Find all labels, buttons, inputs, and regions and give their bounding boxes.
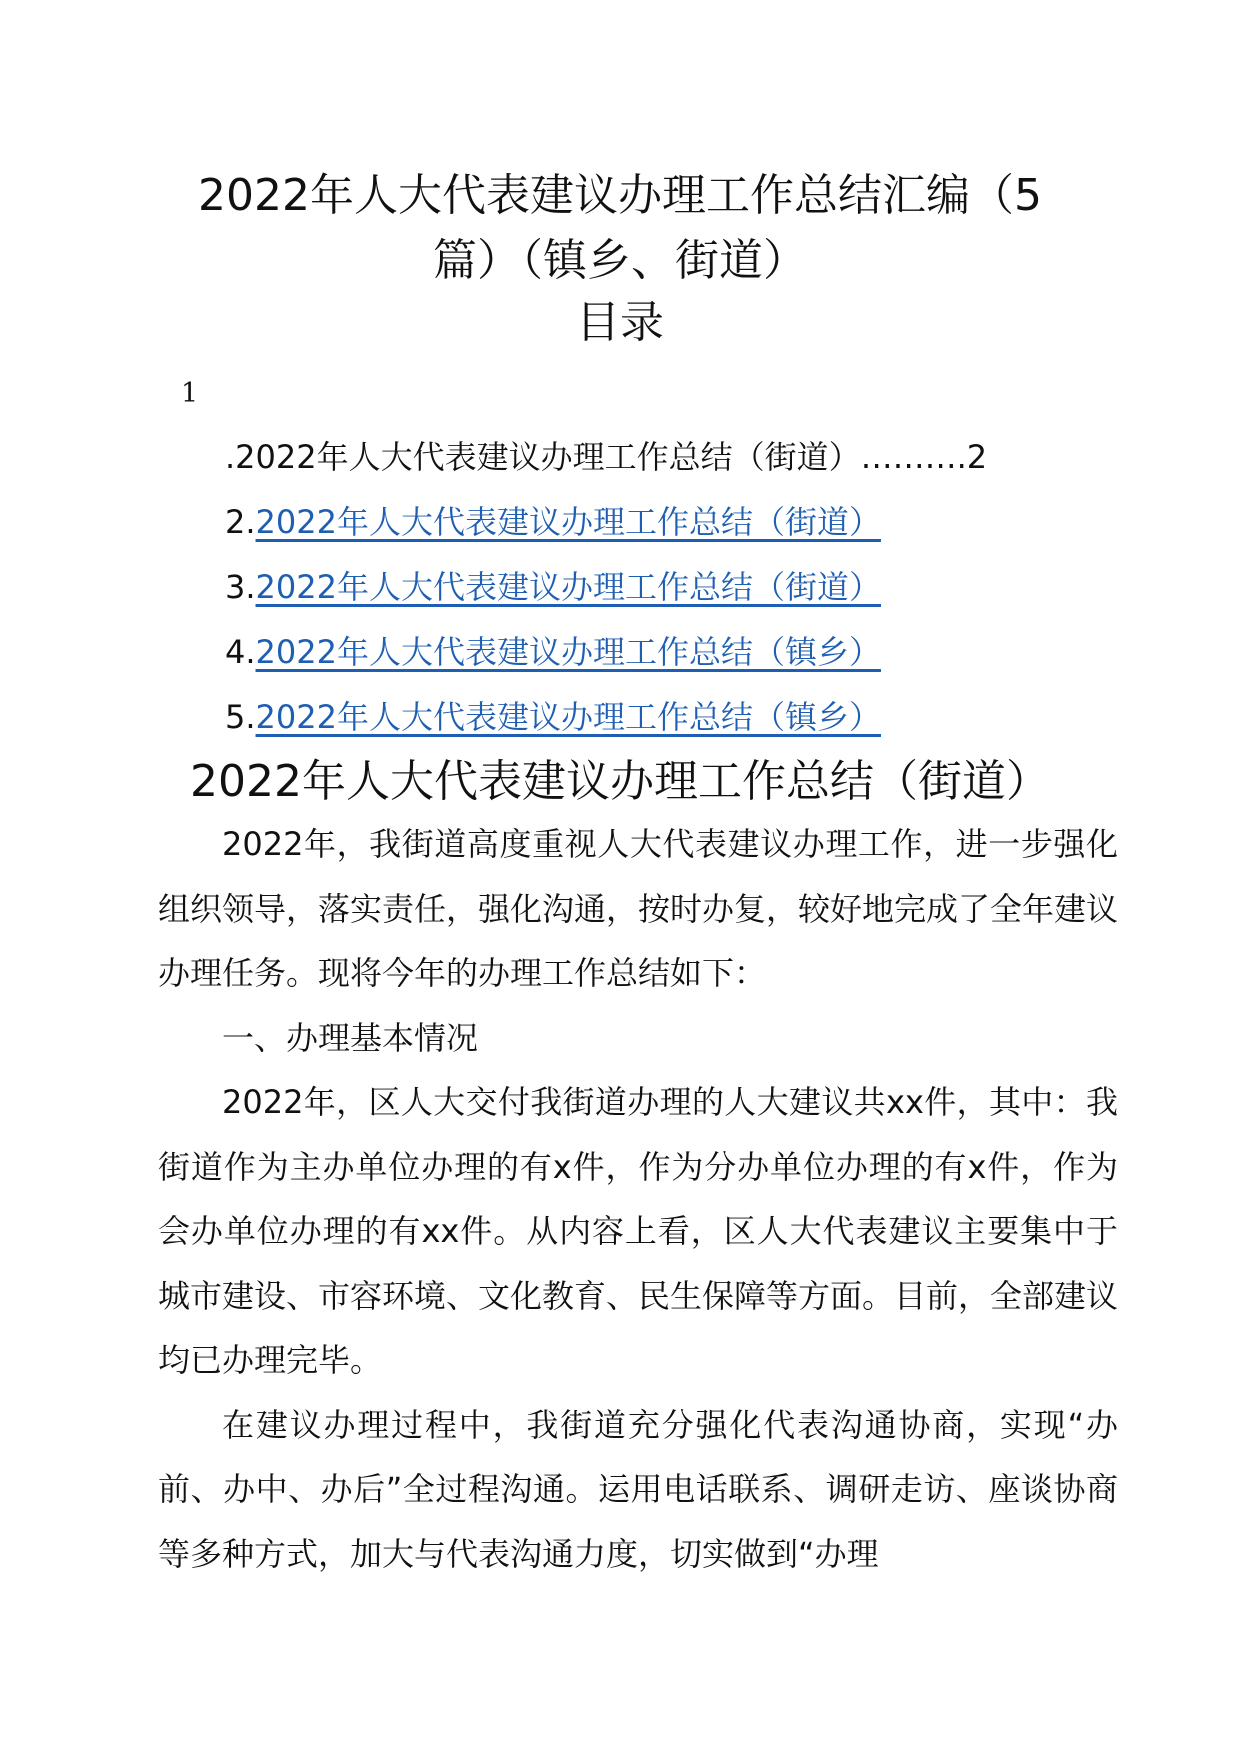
toc-link-4[interactable]: 2022年人大代表建议办理工作总结（镇乡） [255, 633, 881, 671]
paragraph-communication: 在建议办理过程中，我街道充分强化代表沟通协商，实现“办前、办中、办后”全过程沟通。运用电话联系、调研走访、座谈协商等多种方式，加大与代表沟通力度，切实做到“办理 [158, 1405, 1118, 1573]
section-body [158, 812, 1118, 1586]
toc-item-1-text: .2022年人大代表建议办理工作总结（街道）……….2 [225, 438, 988, 476]
toc-item-2-number: 2. [225, 503, 256, 541]
paragraph-intro: 2022年，我街道高度重视人大代表建议办理工作，进一步强化组织领导，落实责任，强化沟通，按时办复，较好地完成了全年建议办理任务。现将今年的办理工作总结如下： [158, 825, 1119, 992]
toc-item-5 [225, 695, 987, 760]
paragraph-basic-situation: 2022年，区人大交付我街道办理的人大建议共xx件，其中：我街道作为主办单位办理的有x件，作为分办单位办理的有x件，作为会办单位办理的有xx件。从内容上看，区人大代表建议主要集中于城市建设、市容环境、文化教育、民生保障等方面。目前，全部建议均已办理完毕。 [158, 1083, 1119, 1379]
toc-link-3[interactable]: 2022年人大代表建议办理工作总结（街道） [255, 568, 881, 606]
document-title-line-1: 2022年人大代表建议办理工作总结汇编（5 [198, 170, 1042, 221]
toc-item-4-number: 4. [225, 633, 256, 671]
toc-item-3-number: 3. [225, 568, 256, 606]
toc-item-3 [225, 565, 987, 630]
section-title: 2022年人大代表建议办理工作总结（街道） [190, 756, 1050, 807]
toc-heading: 目录 [576, 297, 664, 348]
document-title-line-2: 篇）（镇乡、街道） [433, 235, 807, 286]
toc-item-4 [225, 630, 987, 695]
toc-number: 1 [181, 378, 199, 409]
toc-link-5[interactable]: 2022年人大代表建议办理工作总结（镇乡） [255, 698, 881, 736]
subheading-basic-situation: 一、办理基本情况 [222, 1018, 479, 1057]
table-of-contents [225, 435, 987, 760]
toc-item-2 [225, 500, 987, 565]
toc-item-5-number: 5. [225, 698, 256, 736]
toc-item-1 [225, 435, 987, 500]
toc-link-2[interactable]: 2022年人大代表建议办理工作总结（街道） [255, 503, 881, 541]
